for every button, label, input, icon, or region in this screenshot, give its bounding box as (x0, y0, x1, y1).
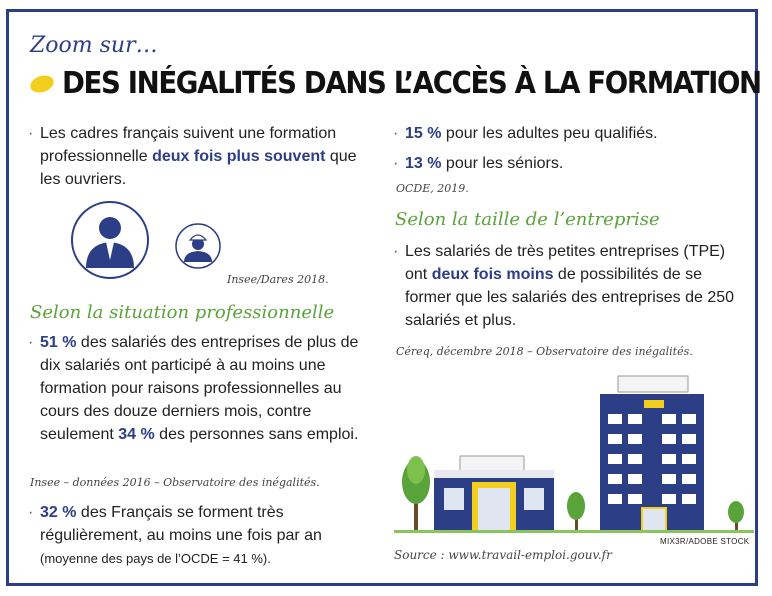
kicker: Zoom sur… (30, 33, 158, 58)
tree-icon (402, 456, 430, 530)
worker-hardhat-icon (176, 224, 220, 268)
source-ocde: OCDE, 2019. (396, 182, 469, 195)
source-insee-dares: Insee/Dares 2018. (227, 273, 329, 286)
bullet-dot: · (393, 125, 399, 142)
bullet-13-percent: · 13 % pour les séniors. (405, 152, 745, 175)
buildings-illustration (394, 370, 754, 536)
tree-icon (567, 492, 585, 530)
bullet-tpe: · Les salariés de très petites entreprises (TPE) ont deux fois moins de possibilités de se former que les salariés des entreprises de 250 salariés et plus. (405, 240, 740, 332)
bullet-51-percent: · 51 % des salariés des entreprises de plus de dix salariés ont participé à au moins une formation pour raisons professionnelles au cours des douze derniers mois, contre seulement 34 % des personnes sans emploi. (40, 331, 375, 446)
tree-icon (728, 501, 744, 530)
section-heading-situation: Selon la situation professionnelle (30, 302, 335, 323)
bullet-dot: · (28, 504, 34, 521)
source-cereq: Céreq, décembre 2018 – Observatoire des inégalités. (396, 345, 693, 358)
bullet-15-percent: · 15 % pour les adultes peu qualifiés. (405, 122, 745, 145)
executive-person-icon (72, 202, 148, 278)
small-building-icon (434, 456, 554, 532)
people-illustration (66, 200, 246, 280)
bullet-dot: · (28, 334, 34, 351)
source-insee-2016: Insee – données 2016 – Observatoire des inégalités. (30, 476, 320, 489)
title-row (30, 66, 772, 101)
yellow-dot-icon (28, 72, 56, 95)
tall-building-icon (600, 376, 704, 532)
bullet-dot: · (28, 125, 34, 142)
photo-credit: MIX3R/ADOBE STOCK (660, 537, 750, 546)
bullet-cadres: · Les cadres français suivent une formation professionnelle deux fois plus souvent que les ouvriers. (40, 122, 375, 191)
section-heading-taille: Selon la taille de l’entreprise (395, 209, 660, 230)
bullet-dot: · (393, 243, 399, 260)
bullet-dot: · (393, 155, 399, 172)
page-title: DES INÉGALITÉS DANS L’ACCÈS À LA FORMATION (62, 66, 761, 101)
source-travail-emploi: Source : www.travail-emploi.gouv.fr (394, 548, 612, 562)
bullet-32-percent: · 32 % des Français se forment très régulièrement, au moins une fois par an (moyenne des pays de l’OCDE = 41 %). (40, 501, 370, 570)
